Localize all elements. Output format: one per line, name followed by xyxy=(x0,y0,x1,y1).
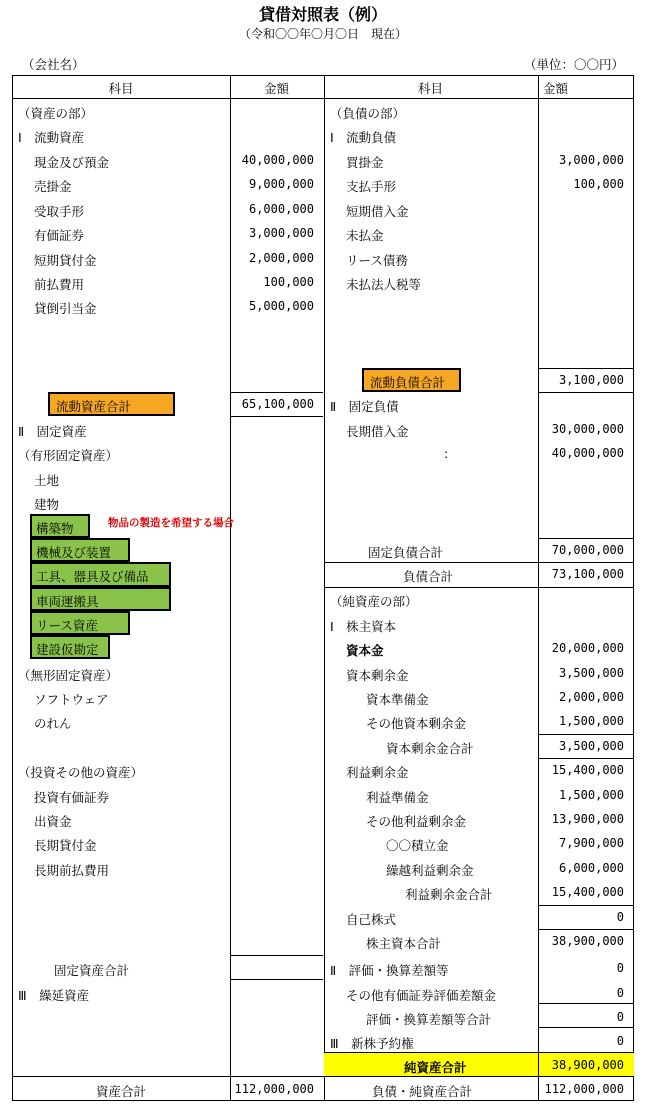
asset-label: 現金及び預金 xyxy=(34,155,110,170)
investment-item: 長期貸付金 xyxy=(34,838,97,853)
colon-amount: 40,000,000 xyxy=(551,446,624,460)
net-asset-amount: 1,500,000 xyxy=(558,714,624,728)
net-asset-label: 繰越利益剰余金 xyxy=(386,863,474,878)
manufacturing-note: 物品の製造を希望する場合 xyxy=(108,517,234,529)
colon-mark: : xyxy=(444,446,449,461)
asset-label: 前払費用 xyxy=(34,277,85,292)
net-asset-label: その他資本剰余金 xyxy=(366,716,467,731)
net-asset-label: 利益剰余金合計 xyxy=(405,887,493,902)
green-item: 工具、器具及び備品 xyxy=(30,562,171,587)
grand-total-label: 負債・純資産合計 xyxy=(372,1084,473,1099)
equity-heading: Ⅰ 株主資本 xyxy=(330,619,397,634)
rule xyxy=(324,1052,634,1053)
rule xyxy=(324,562,634,563)
net-asset-amount: 0 xyxy=(616,910,624,924)
liability-amount: 3,000,000 xyxy=(558,153,624,167)
green-item: 建設仮勘定 xyxy=(30,635,110,659)
rule xyxy=(539,758,634,759)
net-asset-label: Ⅱ 評価・換算差額等 xyxy=(330,963,449,978)
page-subtitle: （令和〇〇年〇月〇日 現在） xyxy=(238,27,407,41)
rule xyxy=(539,905,634,906)
deferred-assets-heading: Ⅲ 繰延資産 xyxy=(18,988,90,1003)
unit-label: （単位：〇〇円） xyxy=(523,57,624,72)
liability-label: 短期借入金 xyxy=(346,204,409,219)
assets-section: （資産の部） xyxy=(18,106,94,121)
company-name: （会社名） xyxy=(22,57,85,72)
asset-amount: 3,000,000 xyxy=(248,226,314,240)
liability-label: 未払法人税等 xyxy=(346,277,422,292)
net-asset-amount: 0 xyxy=(616,1010,624,1024)
green-item: リース資産 xyxy=(30,611,130,635)
asset-amount: 40,000,000 xyxy=(241,153,314,167)
net-asset-amount: 0 xyxy=(616,1034,624,1048)
net-asset-amount: 2,000,000 xyxy=(558,690,624,704)
net-asset-amount: 13,900,000 xyxy=(551,812,624,826)
current-liabilities-total-label: 流動負債合計 xyxy=(362,368,461,392)
net-asset-label: 資本剰余金合計 xyxy=(386,741,474,756)
net-asset-amount: 6,000,000 xyxy=(558,861,624,875)
fixed-liabilities-heading: Ⅱ 固定負債 xyxy=(330,399,399,414)
header-row-line xyxy=(13,98,633,99)
long-term-loans: 30,000,000 xyxy=(551,422,624,436)
liability-amount: 100,000 xyxy=(573,177,624,191)
asset-label: 受取手形 xyxy=(34,204,85,219)
fixed-assets-total-label: 固定資産合計 xyxy=(54,963,130,978)
rule xyxy=(539,538,634,539)
header-right-subject: 科目 xyxy=(417,81,443,96)
header-left-subject: 科目 xyxy=(108,81,134,96)
net-asset-label: その他有価証券評価差額金 xyxy=(346,988,497,1003)
asset-label: 貸倒引当金 xyxy=(34,301,97,316)
liabilities-total-label: 負債合計 xyxy=(403,569,454,584)
rule xyxy=(539,1027,634,1028)
net-asset-label: 評価・換算差額等合計 xyxy=(366,1012,492,1027)
liabilities-total: 73,100,000 xyxy=(551,567,624,581)
net-asset-label: 資本金 xyxy=(346,643,384,658)
asset-amount: 9,000,000 xyxy=(248,177,314,191)
header-right-amount: 金額 xyxy=(543,81,569,96)
current-liabilities-heading: Ⅰ 流動負債 xyxy=(330,130,397,145)
assets-total-label: 資産合計 xyxy=(95,1084,146,1099)
green-item: 構築物 xyxy=(30,514,90,538)
net-assets-section: （純資産の部） xyxy=(330,594,418,609)
net-asset-label: 自己株式 xyxy=(346,912,397,927)
liability-label: 支払手形 xyxy=(346,179,397,194)
col-divider xyxy=(538,1052,539,1076)
net-asset-label: 利益準備金 xyxy=(366,790,429,805)
rule xyxy=(324,587,634,588)
asset-amount: 5,000,000 xyxy=(248,299,314,313)
net-asset-amount: 20,000,000 xyxy=(551,641,624,655)
fixed-assets-heading: Ⅱ 固定資産 xyxy=(18,424,87,439)
net-asset-amount: 38,900,000 xyxy=(551,934,624,948)
liability-label: リース債務 xyxy=(346,253,408,268)
header-left-amount: 金額 xyxy=(263,81,289,96)
asset-amount: 100,000 xyxy=(263,275,314,289)
asset-amount: 2,000,000 xyxy=(248,251,314,265)
net-asset-label: 〇〇積立金 xyxy=(386,838,449,853)
investment-item: 出資金 xyxy=(34,814,72,829)
intangible-heading: （無形固定資産） xyxy=(18,668,119,683)
net-asset-amount: 15,400,000 xyxy=(551,763,624,777)
rule xyxy=(539,392,634,393)
investment-item: 長期前払費用 xyxy=(34,863,110,878)
net-asset-amount: 0 xyxy=(616,986,624,1000)
col-divider xyxy=(324,76,325,1100)
net-asset-amount: 7,900,000 xyxy=(558,836,624,850)
rule xyxy=(539,929,634,930)
net-asset-label: その他利益剰余金 xyxy=(366,814,467,829)
asset-amount: 6,000,000 xyxy=(248,202,314,216)
col-divider xyxy=(230,76,231,1100)
net-asset-label: 資本準備金 xyxy=(366,692,429,707)
page-title: 貸借対照表（例） xyxy=(258,5,387,24)
green-item: 車両運搬具 xyxy=(30,587,171,611)
fixed-liabilities-total-label: 固定負債合計 xyxy=(368,545,444,560)
intangible-item: ソフトウェア xyxy=(34,692,109,707)
rule xyxy=(231,955,323,956)
net-asset-label: 資本剰余金 xyxy=(346,668,409,683)
grand-total: 112,000,000 xyxy=(544,1082,624,1096)
net-asset-label: 利益剰余金 xyxy=(346,765,409,780)
tangible-item: 土地 xyxy=(34,473,60,488)
long-term-loans-label: 長期借入金 xyxy=(346,424,409,439)
rule xyxy=(231,392,323,393)
rule xyxy=(539,734,634,735)
current-assets-total-label: 流動資産合計 xyxy=(48,392,175,416)
liability-label: 未払金 xyxy=(346,228,384,243)
rule xyxy=(231,979,323,980)
green-item: 機械及び装置 xyxy=(30,538,130,562)
col-divider xyxy=(538,76,539,1100)
rule xyxy=(231,416,323,417)
intangible-item: のれん xyxy=(34,716,72,731)
asset-label: 短期貸付金 xyxy=(34,253,97,268)
net-asset-amount: 15,400,000 xyxy=(551,885,624,899)
liability-label: 買掛金 xyxy=(346,155,384,170)
assets-total: 112,000,000 xyxy=(234,1082,314,1096)
net-asset-amount: 3,500,000 xyxy=(558,739,624,753)
rule xyxy=(539,368,634,369)
fixed-liabilities-total: 70,000,000 xyxy=(551,543,624,557)
tangible-heading: （有形固定資産） xyxy=(18,448,119,463)
investment-item: 投資有価証券 xyxy=(34,790,110,805)
asset-label: 売掛金 xyxy=(34,179,72,194)
current-liabilities-total: 3,100,000 xyxy=(558,373,624,387)
asset-label: 有価証券 xyxy=(34,228,85,243)
tangible-item: 建物 xyxy=(34,497,60,512)
net-asset-label: Ⅲ 新株予約権 xyxy=(330,1036,414,1051)
net-asset-amount: 0 xyxy=(616,961,624,975)
current-assets-total: 65,100,000 xyxy=(241,397,314,411)
net-asset-amount: 3,500,000 xyxy=(558,666,624,680)
liabilities-section: （負債の部） xyxy=(330,106,406,121)
net-assets-total-label: 純資産合計 xyxy=(404,1060,467,1075)
net-assets-total: 38,900,000 xyxy=(551,1058,624,1072)
net-asset-amount: 1,500,000 xyxy=(558,788,624,802)
current-assets-heading: Ⅰ 流動資産 xyxy=(18,130,85,145)
rule xyxy=(539,1003,634,1004)
rule xyxy=(12,1076,634,1077)
investment-heading: （投資その他の資産） xyxy=(18,765,144,780)
net-asset-label: 株主資本合計 xyxy=(366,936,442,951)
